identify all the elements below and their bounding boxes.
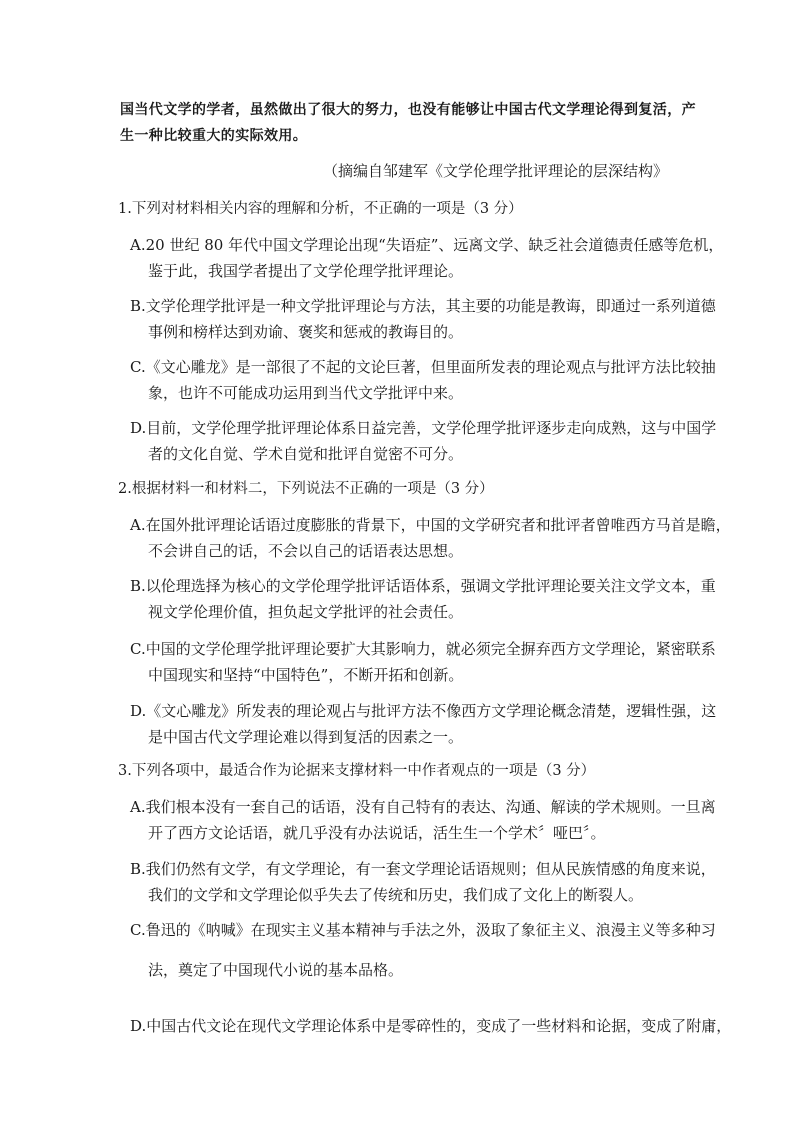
question-1-option-b[interactable]	[130, 293, 716, 345]
question-2-option-d[interactable]	[130, 698, 717, 750]
question-3-option-d[interactable]	[130, 1013, 732, 1039]
option-line: 象，也许不可能成功运用到当代文学批评中来。	[148, 384, 464, 402]
option-line: C.《文心雕龙》是一部很了不起的文论巨著，但里面所发表的理论观点与批评方法比较抽	[130, 358, 716, 376]
question-2-option-a[interactable]	[130, 512, 731, 564]
source-citation: （摘编自邹建军《文学伦理学批评理论的层深结构》	[322, 162, 668, 180]
option-line: 鉴于此，我国学者提出了文学伦理学批评理论。	[148, 262, 464, 280]
option-line: 开了西方文论话语，就几乎没有办法说话，活生生一个学术〞哑巴〞。	[148, 824, 606, 842]
option-line: C.鲁迅的《呐喊》在现实主义基本精神与手法之外，汲取了象征主义、浪漫主义等多种习	[130, 921, 716, 939]
question-3-option-c[interactable]	[130, 917, 716, 983]
question-2-option-c[interactable]	[130, 636, 716, 688]
question-1-option-c[interactable]	[130, 354, 716, 406]
option-line: 是中国古代文学理论难以得到复活的因素之一。	[148, 728, 464, 746]
question-3-option-b[interactable]	[130, 856, 716, 908]
option-line: A.在国外批评理论话语过度膨胀的背景下，中国的文学研究者和批评者曾唯西方马首是瞻，	[130, 516, 731, 534]
option-line: 中国现实和坚持“中国特色”，不断开拓和创新。	[148, 666, 464, 684]
intro-text-line-2: 生一种比较重大的实际效用。	[120, 128, 308, 144]
option-line: B.文学伦理学批评是一种文学批评理论与方法，其主要的功能是教诲，即通过一系列道德	[130, 297, 716, 315]
option-line: D.中国古代文论在现代文学理论体系中是零碎性的，变成了一些材料和论据，变成了附庸，	[130, 1017, 732, 1035]
option-line: A.我们根本没有一套自己的话语，没有自己特有的表达、沟通、解读的学术规则。一旦离	[130, 798, 716, 816]
option-line: B.我们仍然有文学，有文学理论，有一套文学理论话语规则；但从民族情感的角度来说，	[130, 860, 716, 878]
option-line: A.20 世纪 80 年代中国文学理论出现“失语症”、远离文学、缺乏社会道德责任感等危机，	[130, 236, 724, 254]
question-2-stem: 2.根据材料一和材料二，下列说法不正确的一项是（3 分）	[118, 481, 494, 497]
option-line: D.《文心雕龙》所发表的理论观占与批评方法不像西方文学理论概念清楚，逻辑性强，这	[130, 702, 717, 720]
question-1-option-d[interactable]	[130, 415, 717, 467]
question-1-option-a[interactable]	[130, 232, 724, 284]
option-line: 视文学伦理价值，担负起文学批评的社会责任。	[148, 603, 464, 621]
option-line: 事例和榜样达到劝谕、褒奖和惩戒的教诲目的。	[148, 323, 464, 341]
question-3-option-a[interactable]	[130, 794, 716, 846]
option-line: B.以伦理选择为核心的文学伦理学批评话语体系，强调文学批评理论要关注文学文本，重	[130, 577, 716, 595]
option-line: 者的文化自觉、学术自觉和批评自觉密不可分。	[148, 445, 464, 463]
option-line: C.中国的文学伦理学批评理论要扩大其影响力，就必须完全摒弃西方文学理论，紧密联系	[130, 640, 716, 658]
question-1-stem: 1.下列对材料相关内容的理解和分析，不正确的一项是（3 分）	[118, 201, 523, 217]
option-line: 法，奠定了中国现代小说的基本品格。	[148, 961, 404, 979]
question-3-stem: 3.下列各项中，最适合作为论据来支撑材料一中作者观点的一项是（3 分）	[118, 763, 596, 779]
option-line: D.目前，文学伦理学批评理论体系日益完善，文学伦理学批评逐步走向成熟，这与中国学	[130, 419, 717, 437]
intro-text-line-1: 国当代文学的学者，虽然做出了很大的努力，也没有能够让中国古代文学理论得到复活，产	[120, 102, 696, 118]
option-line: 不会讲自己的话，不会以自己的话语表达思想。	[148, 542, 464, 560]
question-2-option-b[interactable]	[130, 573, 716, 625]
option-line: 我们的文学和文学理论似乎失去了传统和历史，我们成了文化上的断裂人。	[148, 886, 644, 904]
